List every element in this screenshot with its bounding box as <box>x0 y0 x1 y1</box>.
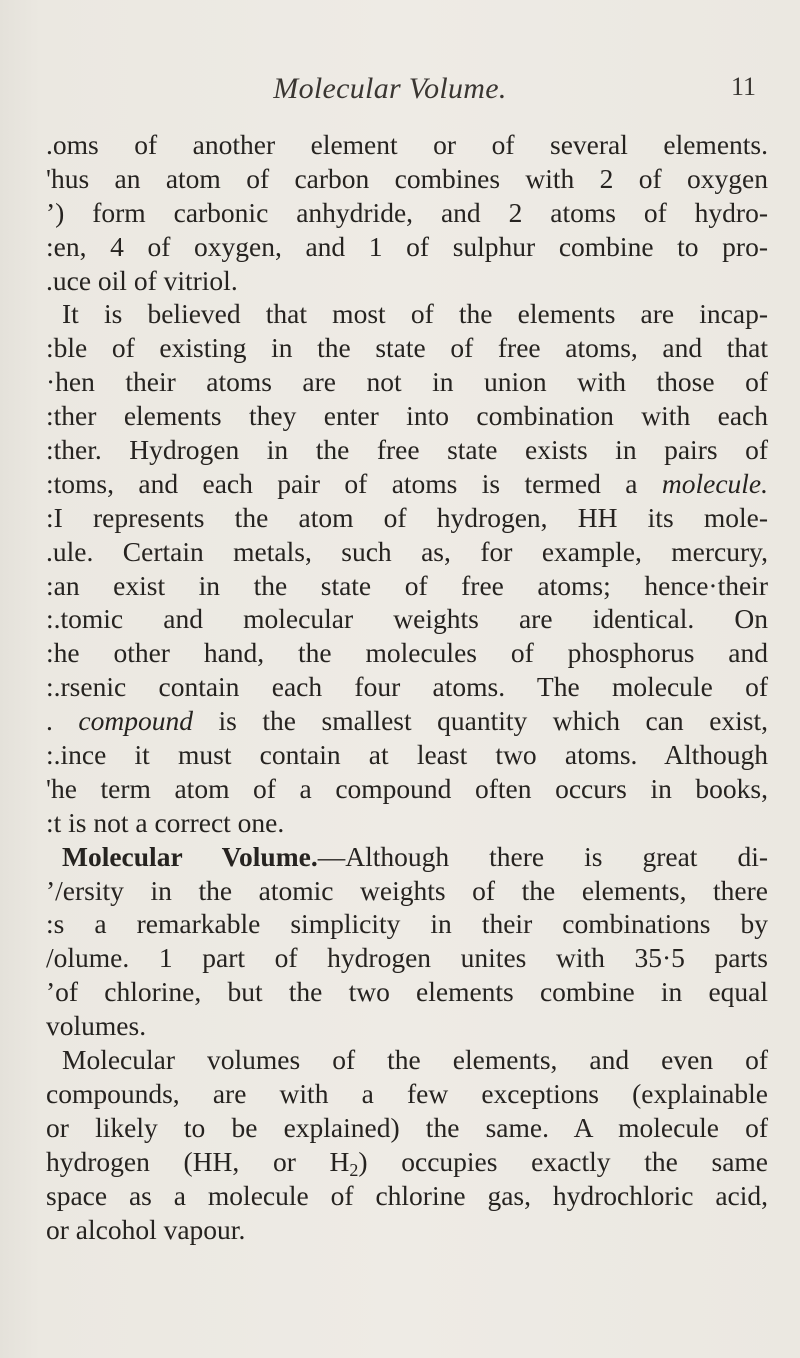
text-line: :.ince it must contain at least two atoms. Although <box>46 739 768 771</box>
text-line: :.tomic and molecular weights are identical. On <box>46 603 768 635</box>
page-number: 11 <box>730 72 756 101</box>
text-fragment: ) occupies exactly the same <box>358 1145 768 1177</box>
text-line: :.rsenic contain each four atoms. The molecule of <box>46 671 768 703</box>
text-line: .oms of another element or of several elements. <box>46 129 768 160</box>
text-line: volumes. <box>46 1010 147 1042</box>
running-title: Molecular Volume. <box>273 72 507 105</box>
text-line: .ule. Certain metals, such as, for example, mercury, <box>46 535 768 567</box>
text-line: /olume. 1 part of hydrogen unites with 35·5 parts <box>46 942 768 974</box>
text-fragment: —Although there is great di- <box>317 840 769 872</box>
text-line: compounds, are with a few exceptions (explainable <box>46 1077 768 1109</box>
text-line: :ther. Hydrogen in the free state exists in pairs of <box>46 434 768 466</box>
text-line: ·hen their atoms are not in union with those of <box>46 366 768 398</box>
text-line: :en, 4 of oxygen, and 1 of sulphur combine to pro- <box>46 230 768 262</box>
text-fragment: is the smallest quantity which can exist, <box>192 705 769 737</box>
text-line: :I represents the atom of hydrogen, HH its mole- <box>46 501 768 533</box>
text-line: :ble of existing in the state of free atoms, and that <box>46 332 768 364</box>
text-line: or likely to be explained) the same. A molecule of <box>46 1111 768 1143</box>
text-line: 'he term atom of a compound often occurs in books, <box>46 772 768 804</box>
paragraph-start: It is believed that most of the elements are incap- <box>62 298 768 330</box>
text-line: space as a molecule of chlorine gas, hydrochloric acid, <box>46 1179 768 1211</box>
subscript: 2 <box>349 1159 359 1180</box>
running-head <box>0 72 800 112</box>
text-line: :he other hand, the molecules of phosphorus and <box>46 637 768 669</box>
text-line <box>46 467 768 501</box>
text-fragment: hydrogen (HH, or H <box>46 1145 350 1177</box>
paragraph-start <box>46 840 768 874</box>
body-text <box>46 128 768 1246</box>
text-line <box>46 1145 768 1179</box>
text-line: 'hus an atom of carbon combines with 2 of oxygen <box>46 162 768 194</box>
text-line: ’/ersity in the atomic weights of the elements, there <box>46 874 768 906</box>
text-line: or alcohol vapour. <box>46 1213 246 1245</box>
text-line: ’of chlorine, but the two elements combine in equal <box>46 976 768 1008</box>
text-line: :t is not a correct one. <box>46 806 285 838</box>
text-line: ’) form carbonic anhydride, and 2 atoms of hydro- <box>46 196 768 228</box>
text-line: .uce oil of vitriol. <box>46 264 238 296</box>
text-line: :s a remarkable simplicity in their combinations by <box>46 908 768 940</box>
italic-term-compound: compound <box>78 705 193 737</box>
text-line <box>46 704 768 738</box>
section-heading: Molecular Volume. <box>62 840 318 872</box>
text-fragment: . <box>46 705 79 737</box>
text-line: :an exist in the state of free atoms; hence·their <box>46 569 768 601</box>
italic-term-molecule: molecule. <box>661 467 768 499</box>
text-line: :ther elements they enter into combination with each <box>46 400 768 432</box>
paragraph-start: Molecular volumes of the elements, and even of <box>62 1044 768 1076</box>
text-fragment: :toms, and each pair of atoms is termed a <box>46 467 662 499</box>
